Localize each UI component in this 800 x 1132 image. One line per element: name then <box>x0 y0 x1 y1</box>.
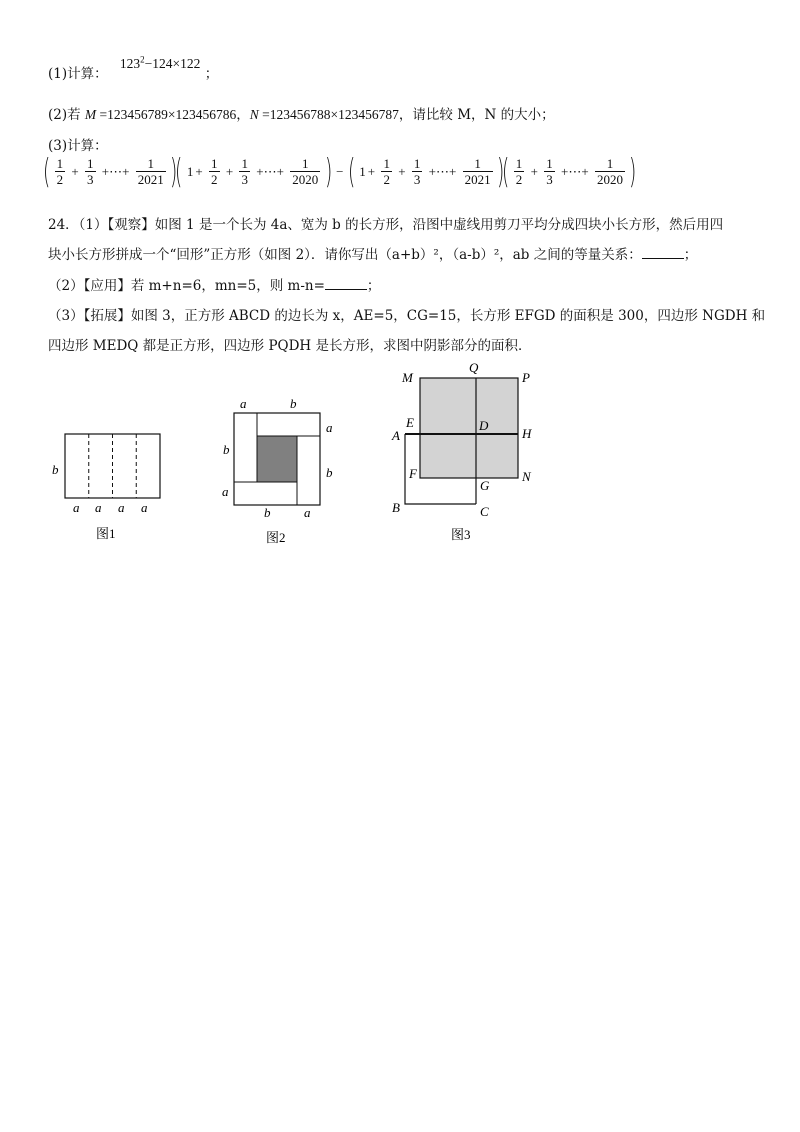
q2-n-var: N <box>249 107 259 122</box>
fig3-point-label: M <box>402 370 413 385</box>
q2-n-expr: =123456788×123456787 <box>258 107 399 122</box>
op-minus: − <box>336 163 344 179</box>
q2-m-expr: =123456789×123456786 <box>96 107 237 122</box>
fig2-caption: 图2 <box>266 530 286 545</box>
q1-base: 123 <box>119 56 141 71</box>
q1-rest: −124×122 <box>144 56 201 71</box>
figure-1 <box>52 434 160 541</box>
fig3-point-label: C <box>480 504 489 519</box>
q1-exponent: 2 <box>140 54 145 65</box>
q24-line3 <box>48 274 380 294</box>
figures <box>0 360 800 560</box>
fig3-point-label: P <box>522 370 530 385</box>
frac-1-2021: $\frac{1}{2021}$ <box>464 156 491 187</box>
term-one: 1 <box>186 163 194 179</box>
figure-3 <box>391 360 532 542</box>
q24-line2-end: ； <box>683 247 698 263</box>
op-plus: + <box>225 163 234 179</box>
q1-label: (1)计算： <box>48 66 108 82</box>
fig2-center-square <box>257 436 297 482</box>
fig2-label: a <box>326 420 333 435</box>
fig1-bottom-label: a <box>73 500 80 515</box>
paren-close: ) <box>324 151 332 192</box>
frac-1-3: $\frac{1}{3}$ <box>241 156 248 187</box>
op-dots: +⋯+ <box>256 163 284 179</box>
paren-close: ) <box>170 151 178 192</box>
fig3-point-label: F <box>409 466 417 481</box>
fraction-expression <box>42 151 637 192</box>
question-2 <box>48 103 555 123</box>
fig2-label: b <box>326 465 333 480</box>
q24-line1: 24．（1）【观察】如图 1 是一个长为 4a、宽为 b 的长方形，沿图中虚线用剪刀平均分成四块小长方形，然后用四 <box>48 217 724 233</box>
q3-label: (3)计算： <box>48 138 108 154</box>
q24-line2 <box>48 243 697 263</box>
q2-label: (2)若 <box>48 107 85 123</box>
fig2-label: b <box>290 396 297 411</box>
frac-1-2020: $\frac{1}{2020}$ <box>596 156 623 187</box>
paren-close: ) <box>496 151 505 192</box>
fig3-point-label: G <box>480 478 490 493</box>
fig3-point-label: Q <box>469 360 479 375</box>
fig2-label: a <box>240 396 247 411</box>
q24-line2-text: 块小长方形拼成一个“回形”正方形（如图 2）．请你写出（a+b）²，（a-b）²，ab 之间的等量关系： <box>48 247 642 263</box>
answer-blank-1[interactable] <box>642 246 684 259</box>
op-plus: + <box>367 163 376 179</box>
fig2-label: a <box>304 505 311 520</box>
op-plus: + <box>398 163 406 179</box>
fig2-label: a <box>222 484 229 499</box>
frac-1-3: $\frac{1}{3}$ <box>87 156 94 187</box>
op-dots: +⋯+ <box>428 163 457 179</box>
op-dots: +⋯+ <box>101 163 130 179</box>
op-plus: + <box>530 163 538 179</box>
q1-expression <box>120 56 200 71</box>
question-3 <box>48 134 108 154</box>
q2-sep: ， <box>236 107 250 123</box>
frac-1-2: $\frac{1}{2}$ <box>515 156 523 187</box>
answer-blank-2[interactable] <box>325 277 367 290</box>
fig2-label: b <box>223 442 230 457</box>
fig3-point-label: B <box>392 500 400 515</box>
fig3-caption: 图3 <box>451 527 471 542</box>
figure-2 <box>222 396 333 545</box>
fig3-point-label: E <box>406 415 414 430</box>
fig1-caption: 图1 <box>96 526 116 541</box>
q24-line4: （3）【拓展】如图 3，正方形 ABCD 的边长为 x，AE=5，CG=15，长方形 EFGD 的面积是 300，四边形 NGDH 和 <box>48 308 766 324</box>
op-dots: +⋯+ <box>561 163 589 179</box>
fig3-point-label: N <box>522 469 531 484</box>
paren-close: ) <box>629 151 637 192</box>
q24-line5: 四边形 MEDQ 都是正方形，四边形 PQDH 是长方形，求图中阴影部分的面积． <box>48 338 532 354</box>
q2-m-var: M <box>84 107 97 122</box>
frac-1-2020: $\frac{1}{2020}$ <box>292 156 319 187</box>
fig3-shaded-square <box>420 378 518 478</box>
fig3-point-label: H <box>522 426 532 441</box>
fig1-bottom-label: a <box>118 500 125 515</box>
fig3-point-label: D <box>479 418 489 433</box>
fig2-label: b <box>264 505 271 520</box>
frac-1-2: $\frac{1}{2}$ <box>56 156 64 187</box>
paren-open: ( <box>502 151 510 192</box>
fig1-bottom-label: a <box>95 500 102 515</box>
paren-open: ( <box>42 151 51 192</box>
frac-1-2: $\frac{1}{2}$ <box>383 156 390 187</box>
q24-line3-text: （2）【应用】若 m+n=6，mn=5，则 m-n= <box>48 278 325 294</box>
q2-tail: ，请比较 M，N 的大小； <box>398 107 555 123</box>
term-one: 1 <box>359 163 366 179</box>
question-1 <box>48 54 219 82</box>
frac-1-2021: $\frac{1}{2021}$ <box>137 156 164 187</box>
op-plus: + <box>195 163 203 179</box>
frac-1-3: $\frac{1}{3}$ <box>546 156 553 187</box>
fig1-side-label: b <box>52 462 59 477</box>
frac-1-3: $\frac{1}{3}$ <box>413 156 421 187</box>
q1-end: ； <box>204 66 219 82</box>
paren-open: ( <box>347 151 356 192</box>
op-plus: + <box>71 163 79 179</box>
fig3-point-label: A <box>392 428 400 443</box>
paren-open: ( <box>175 151 183 192</box>
fig1-bottom-label: a <box>141 500 148 515</box>
q24-line3-end: ； <box>366 278 381 294</box>
frac-1-2: $\frac{1}{2}$ <box>211 156 218 187</box>
